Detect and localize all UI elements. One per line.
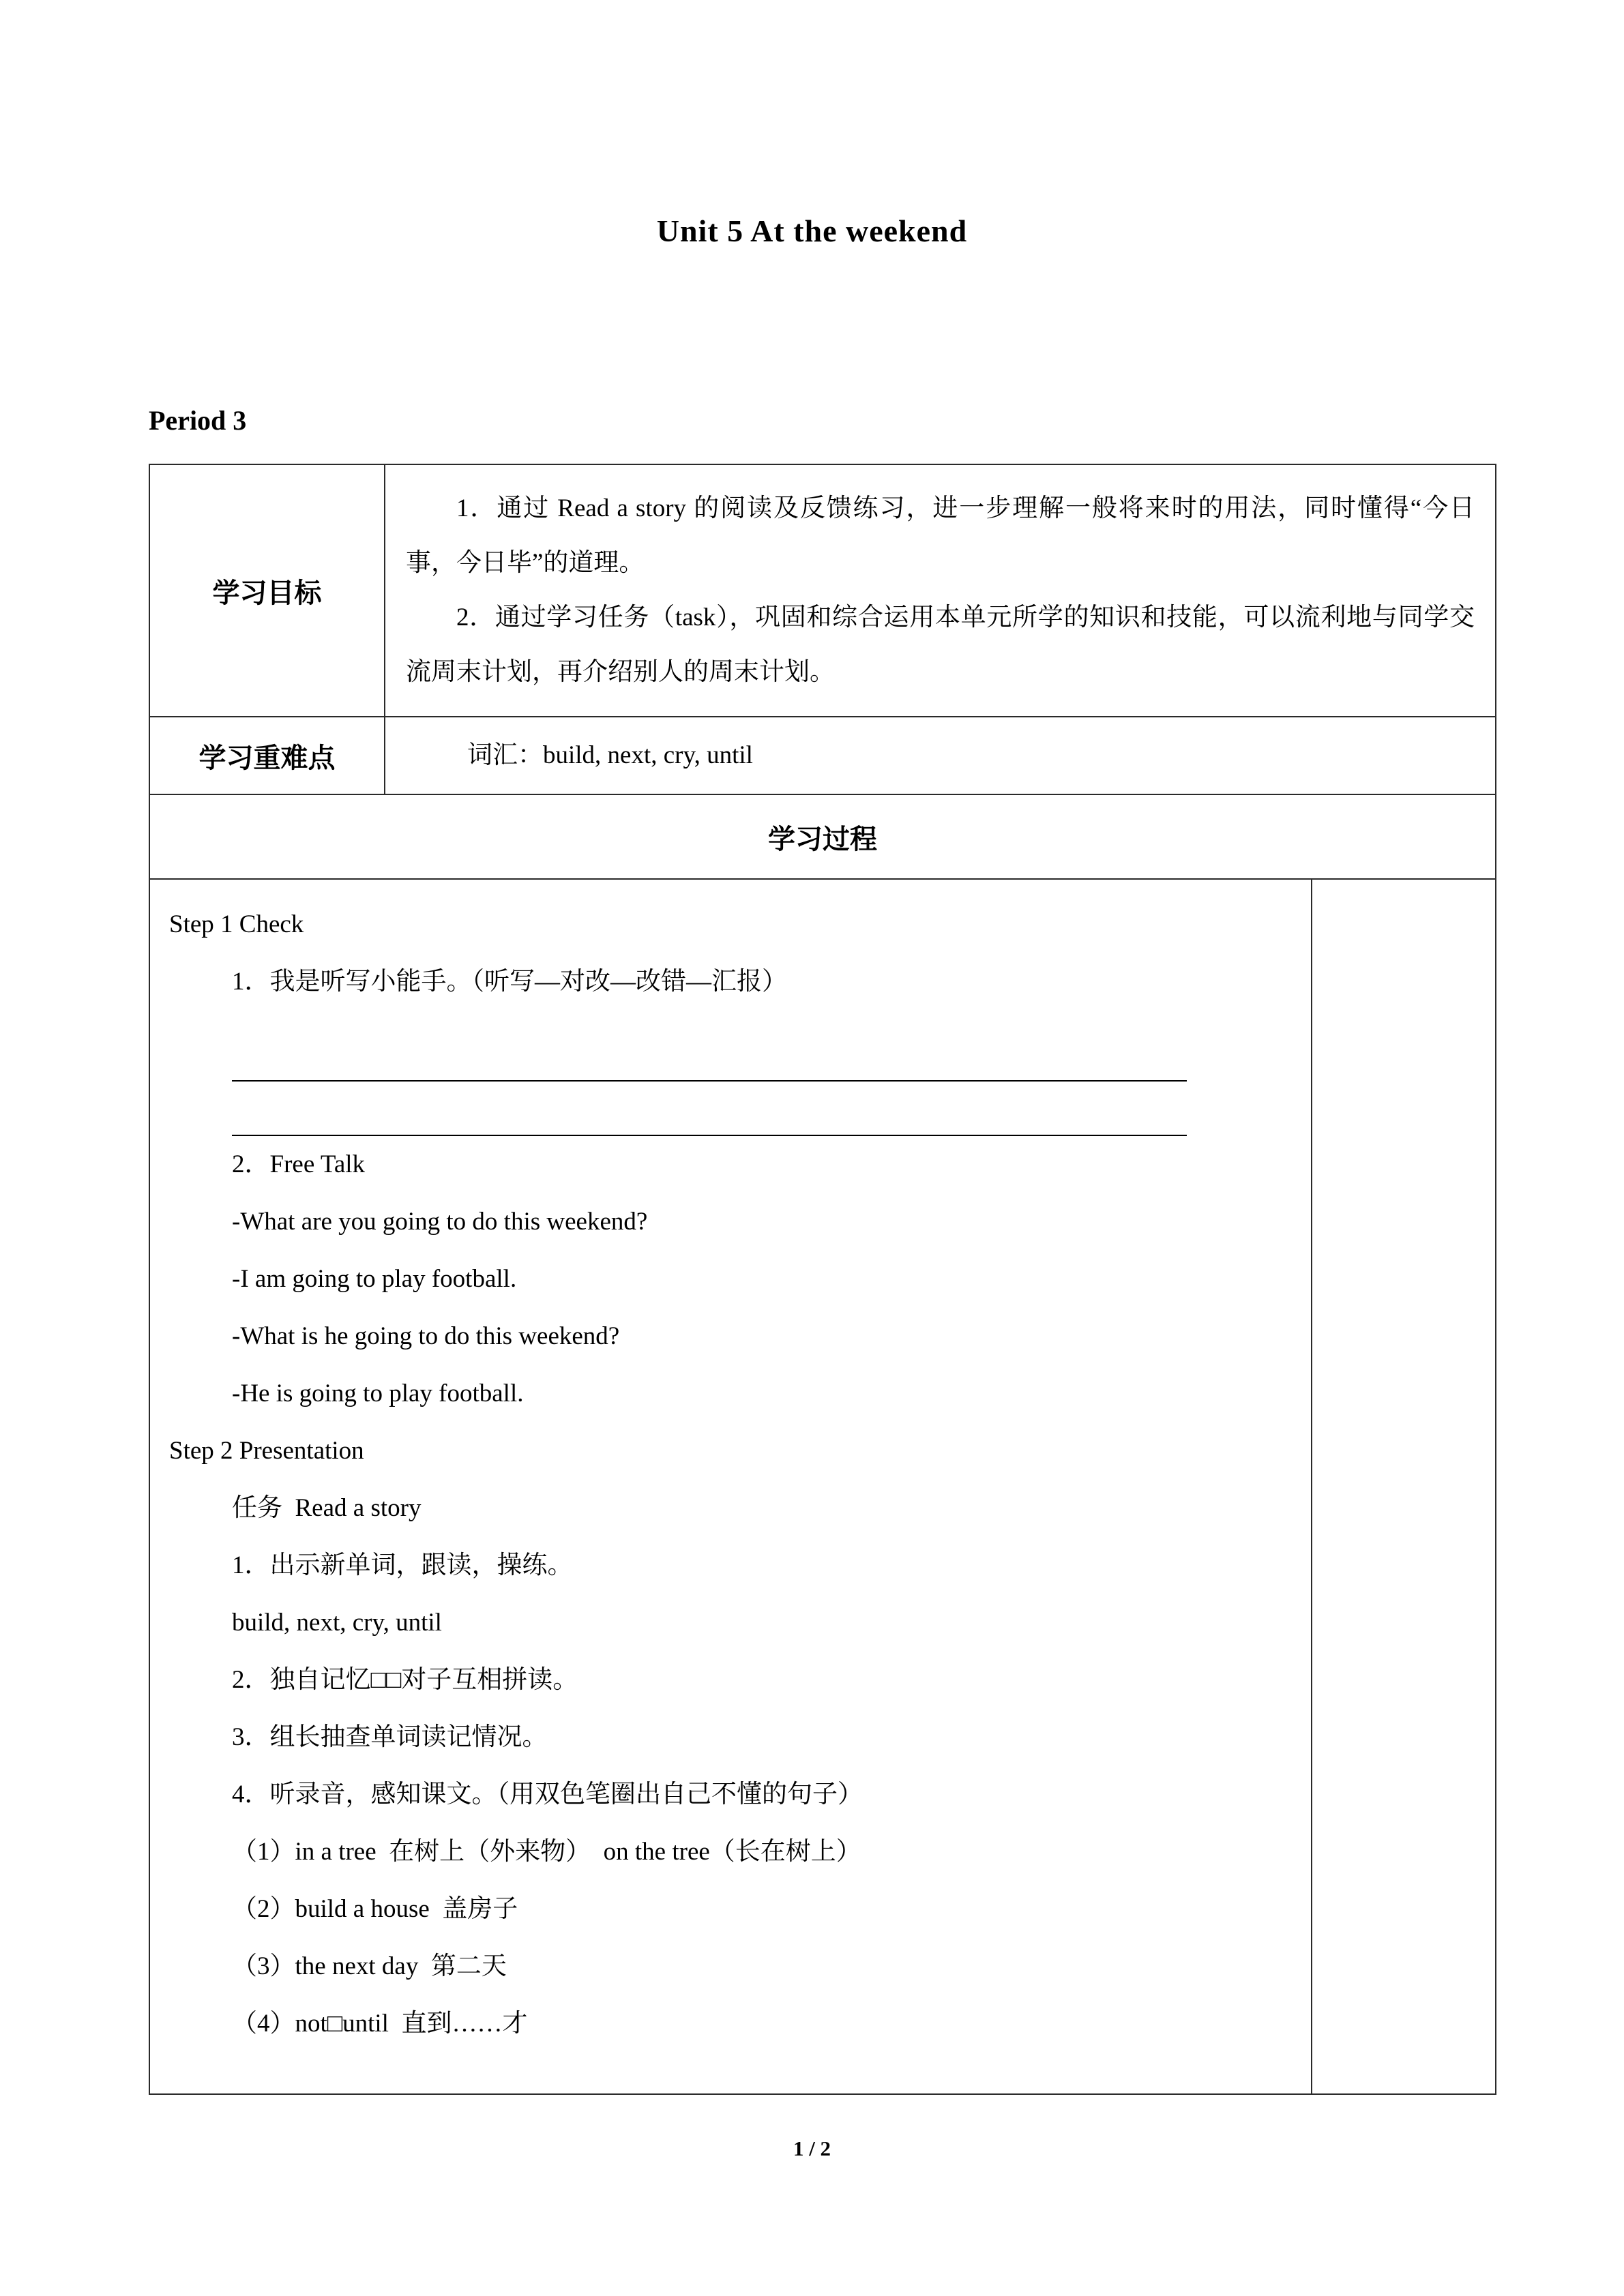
document-title: Unit 5 At the weekend [656,213,968,248]
process-row [149,879,1496,2094]
keypoints-label: 学习重难点 [149,717,385,794]
dictation-line: 1．我是听写小能手。（听写—对改—改错—汇报） [232,968,787,996]
phrase-item-2: （2）build a house 盖房子 [232,1895,518,1923]
dialog-line-4: -He is going to play football. [232,1380,524,1407]
writing-line-1 [232,1011,1187,1082]
objective-item-1: 1．通过 Read a story 的阅读及反馈练习，进一步理解一般将来时的用法，同时懂得“今日事，今日毕”的道理。 [406,494,1475,577]
process-content-wrap [150,880,1495,2093]
period-heading: Period 3 [149,405,247,436]
presentation-item-1: 1．出示新单词，跟读，操练。 [232,1551,573,1579]
objectives-label: 学习目标 [149,464,385,717]
phrase-item-3: （3）the next day 第二天 [232,1952,507,1980]
dialog-line-2: -I am going to play football. [232,1265,517,1293]
keypoints-content: 词汇：build, next, cry, until [385,717,1496,794]
step-2-heading: Step 2 Presentation [169,1437,364,1465]
presentation-item-2: 2．独自记忆□□对子互相拼读。 [232,1666,578,1694]
free-talk-heading: 2．Free Talk [232,1150,366,1178]
lesson-plan-table [149,464,1496,2095]
task-line: 任务 Read a story [232,1494,422,1522]
keypoints-row [149,717,1496,794]
presentation-item-4: 4．听录音，感知课文。（用双色笔圈出自己不懂的句子） [232,1780,863,1808]
notes-side-column [1311,880,1495,2093]
vocabulary-line: build, next, cry, until [232,1609,442,1637]
dialog-line-3: -What is he going to do this weekend? [232,1322,620,1350]
process-header-row [149,794,1496,879]
dialog-line-1: -What are you going to do this weekend? [232,1208,648,1236]
process-header: 学习过程 [149,794,1496,879]
process-main-column [150,880,1311,2093]
objectives-row [149,464,1496,717]
presentation-item-3: 3．组长抽查单词读记情况。 [232,1723,548,1751]
writing-line-2 [232,1082,1187,1136]
step-1-heading: Step 1 Check [169,910,304,938]
objectives-content [385,464,1496,717]
process-content-cell [149,879,1496,2094]
phrase-item-1: （1）in a tree 在树上（外来物） on the tree（长在树上） [232,1838,861,1866]
objective-item-2: 2．通过学习任务（task），巩固和综合运用本单元所学的知识和技能，可以流利地与同学交流周末计划，再介绍别人的周末计划。 [406,603,1475,686]
phrase-item-4: （4）not□until 直到……才 [232,2010,528,2038]
page-number: 1 / 2 [793,2136,831,2160]
